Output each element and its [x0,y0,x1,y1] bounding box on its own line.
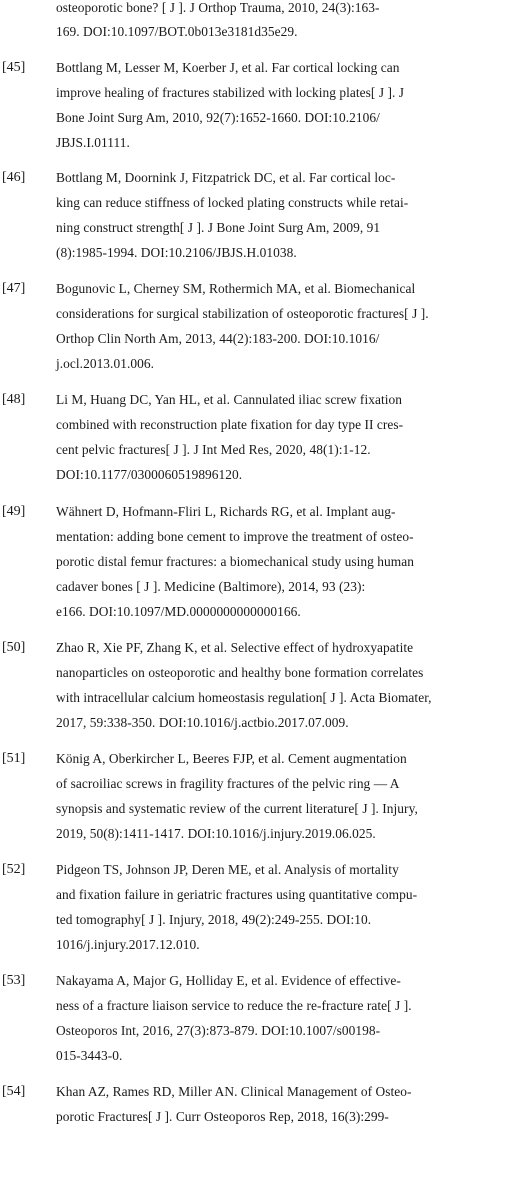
reference-line: nanoparticles on osteoporotic and healthy bone formation correlates [56,665,424,680]
reference-line: Zhao R, Xie PF, Zhang K, et al. Selective effect of hydroxyapatite [56,640,414,655]
reference-line: mentation: adding bone cement to improve the treatment of osteo- [56,529,414,544]
reference-line: 169. DOI:10.1097/BOT.0b013e3181d35e29. [56,24,298,39]
reference-line: ted tomography[ J ]. Injury, 2018, 49(2):249-255. DOI:10. [56,912,372,927]
reference-line: Orthop Clin North Am, 2013, 44(2):183-200. DOI:10.1016/ [56,331,380,346]
reference-line: Bogunovic L, Cherney SM, Rothermich MA, et al. Biomechanical [56,281,416,296]
reference-line: 1016/j.injury.2017.12.010. [56,937,200,952]
reference-line: Wähnert D, Hofmann-Fliri L, Richards RG, et al. Implant aug- [56,504,396,519]
reference-number: [45] [2,60,26,75]
reference-line: Khan AZ, Rames RD, Miller AN. Clinical Management of Osteo- [56,1084,412,1099]
reference-line: DOI:10.1177/0300060519896120. [56,467,243,482]
reference-line: Bottlang M, Doornink J, Fitzpatrick DC, et al. Far cortical loc- [56,170,396,185]
reference-number: [50] [2,640,26,655]
reference-line: synopsis and systematic review of the current literature[ J ]. Injury, [56,801,418,816]
reference-line: Osteoporos Int, 2016, 27(3):873-879. DOI:10.1007/s00198- [56,1023,381,1038]
reference-line: combined with reconstruction plate fixation for day type II cres- [56,417,404,432]
reference-number: [48] [2,392,26,407]
reference-number: [49] [2,504,26,519]
reference-line: 2019, 50(8):1411-1417. DOI:10.1016/j.injury.2019.06.025. [56,826,376,841]
reference-line: of sacroiliac screws in fragility fractures of the pelvic ring — A [56,776,400,791]
reference-line: Li M, Huang DC, Yan HL, et al. Cannulated iliac screw fixation [56,392,402,407]
reference-line: e166. DOI:10.1097/MD.0000000000000166. [56,604,301,619]
reference-line: Bottlang M, Lesser M, Koerber J, et al. Far cortical locking can [56,60,400,75]
reference-line: ning construct strength[ J ]. J Bone Joint Surg Am, 2009, 91 [56,220,381,235]
reference-line: cent pelvic fractures[ J ]. J Int Med Res, 2020, 48(1):1-12. [56,442,371,457]
reference-line: cadaver bones [ J ]. Medicine (Baltimore), 2014, 93 (23): [56,579,366,594]
reference-line: König A, Oberkircher L, Beeres FJP, et al. Cement augmentation [56,751,407,766]
reference-number: [54] [2,1084,26,1099]
reference-line: and fixation failure in geriatric fractures using quantitative compu- [56,887,418,902]
reference-line: porotic distal femur fractures: a biomechanical study using human [56,554,414,569]
reference-line: ness of a fracture liaison service to reduce the re-fracture rate[ J ]. [56,998,412,1013]
reference-line: considerations for surgical stabilization of osteoporotic fractures[ J ]. [56,306,429,321]
reference-line: 2017, 59:338-350. DOI:10.1016/j.actbio.2017.07.009. [56,715,349,730]
reference-line: JBJS.I.01111. [56,135,130,150]
reference-line: king can reduce stiffness of locked plating constructs while retai- [56,195,409,210]
reference-number: [47] [2,281,26,296]
reference-line: porotic Fractures[ J ]. Curr Osteoporos Rep, 2018, 16(3):299- [56,1109,389,1124]
reference-number: [46] [2,170,26,185]
reference-line: Pidgeon TS, Johnson JP, Deren ME, et al. Analysis of mortality [56,862,399,877]
reference-line: improve healing of fractures stabilized with locking plates[ J ]. J [56,85,405,100]
reference-line: Nakayama A, Major G, Holliday E, et al. Evidence of effective- [56,973,401,988]
reference-line: j.ocl.2013.01.006. [56,356,154,371]
reference-line: (8):1985-1994. DOI:10.2106/JBJS.H.01038. [56,245,297,260]
reference-line: 015-3443-0. [56,1048,123,1063]
reference-number: [51] [2,751,26,766]
reference-line: with intracellular calcium homeostasis regulation[ J ]. Acta Biomater, [56,690,432,705]
reference-number: [52] [2,862,26,877]
reference-line: osteoporotic bone? [ J ]. J Orthop Trauma, 2010, 24(3):163- [56,0,380,15]
reference-number: [53] [2,973,26,988]
reference-line: Bone Joint Surg Am, 2010, 92(7):1652-1660. DOI:10.2106/ [56,110,380,125]
